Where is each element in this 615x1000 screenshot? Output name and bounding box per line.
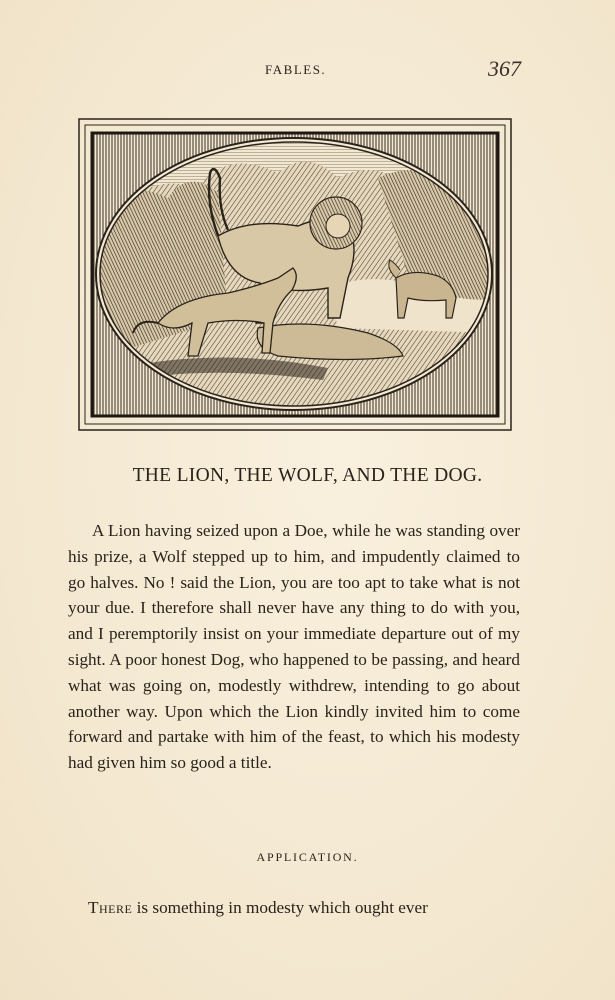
- fable-body: [68, 518, 520, 776]
- application-line-text: is something in modesty which ought ever: [132, 898, 428, 917]
- engraving-plate: [78, 118, 512, 431]
- application-lead-word: There: [88, 898, 133, 917]
- fable-title: THE LION, THE WOLF, AND THE DOG.: [132, 465, 483, 486]
- page-number: 367: [488, 56, 521, 81]
- running-head: [0, 56, 615, 84]
- running-title: FABLES.: [265, 62, 327, 77]
- application-first-line: [88, 898, 520, 918]
- engraving-illustration: [78, 118, 512, 431]
- fable-paragraph: A Lion having seized upon a Doe, while he was standing over his prize, a Wolf stepped up to him, and impudently claimed to go halves. No ! said the Lion, you are too apt to take what is not your due. I therefore shall never have any thing to do with you, and I peremptorily insist on your immediate departure out of my sight. A poor honest Dog, who happened to be passing, and heard what was going on, modestly withdrew, intending to go about another way. Upon which the Lion kindly invited him to come forward and partake with him of the feast, to which his modesty had given him so good a title.: [68, 521, 520, 773]
- application-heading: APPLICATION.: [256, 850, 359, 864]
